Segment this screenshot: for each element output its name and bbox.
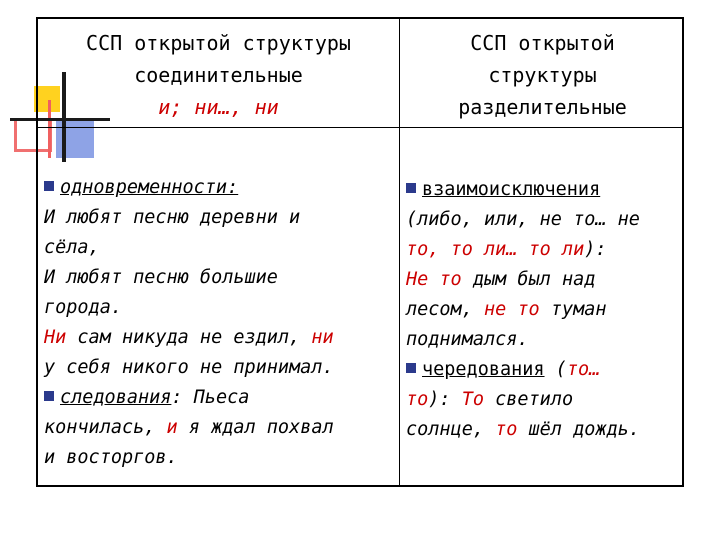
bullet-icon	[44, 181, 54, 191]
left-line-2: сёла,	[44, 237, 100, 258]
right-line-4	[406, 295, 686, 325]
conjunction-to-4: то	[495, 419, 518, 440]
right-line-7-b: ):	[428, 389, 462, 410]
right-line-3	[406, 265, 686, 295]
conjunction-to-1: то…	[566, 359, 601, 380]
conjunctions-to-toli: то, то ли… то ли	[406, 239, 585, 260]
conjunction-i: и	[166, 417, 178, 438]
header-left-line2: соединительные	[134, 63, 303, 87]
bullet-icon	[44, 391, 54, 401]
conjunction-ni-2: ни	[311, 327, 334, 348]
right-line-3-b: дым был над	[461, 269, 596, 290]
right-line-7-d: светило	[483, 389, 574, 410]
conjunction-to-3: То	[461, 389, 484, 410]
left-line-8-c: я ждал похвал	[177, 417, 334, 438]
left-bullet2-text: следования	[60, 387, 172, 408]
conjunction-ni-1: Ни	[44, 327, 67, 348]
bullet-icon	[406, 183, 416, 193]
right-column	[406, 175, 686, 445]
right-line-6-b: (	[544, 359, 567, 380]
header-left-conjunctions: и; ни…, ни	[158, 95, 279, 119]
left-line-8	[44, 413, 396, 443]
right-line-7	[406, 385, 686, 415]
header-left-line1: ССП открытой структуры	[86, 31, 351, 55]
header-divider	[38, 127, 682, 128]
left-line-4: города.	[44, 297, 122, 318]
comparison-table	[36, 17, 684, 487]
conjunction-to-2: то	[406, 389, 429, 410]
right-line-2-b: ):	[584, 239, 607, 260]
left-line-3: И любят песню большие	[44, 267, 278, 288]
right-line-2	[406, 235, 686, 265]
bullet-icon	[406, 363, 416, 373]
left-line-1: И любят песню деревни и	[44, 207, 301, 228]
left-line-5-text: сам никуда не ездил,	[66, 327, 312, 348]
header-right-line1: ССП открытой	[470, 31, 615, 55]
left-line-5	[44, 323, 396, 353]
column-divider	[399, 19, 400, 485]
right-bullet2-text: чередования	[422, 359, 545, 380]
left-line-8-a: кончилась,	[44, 417, 167, 438]
left-bullet-sequence	[44, 383, 396, 413]
header-right-line2: структуры	[488, 63, 597, 87]
header-right	[401, 27, 684, 123]
right-line-8	[406, 415, 686, 445]
right-bullet1-text: взаимоисключения	[422, 179, 601, 200]
right-line-4-a: лесом,	[406, 299, 484, 320]
conjunction-ne-to-2: не то	[483, 299, 540, 320]
header-right-line3: разделительные	[458, 95, 627, 119]
right-line-1: (либо, или, не то… не	[406, 209, 640, 230]
header-left	[38, 27, 399, 123]
left-bullet1-text: одновременности:	[60, 177, 239, 198]
left-bullet-simultaneity	[44, 173, 396, 203]
right-line-5: поднимался.	[406, 329, 529, 350]
left-line-6: у себя никого не принимал.	[44, 357, 334, 378]
right-line-8-a: солнце,	[406, 419, 496, 440]
right-line-4-c: туман	[539, 299, 607, 320]
left-line-9: и восторгов.	[44, 447, 178, 468]
right-line-8-c: шёл дождь.	[517, 419, 640, 440]
conjunction-ne-to-1: Не то	[406, 269, 462, 290]
left-column	[44, 173, 396, 473]
right-bullet-mutual-exclusion	[406, 175, 686, 205]
right-bullet-alternation	[406, 355, 686, 385]
left-line-7-text: : Пьеса	[171, 387, 250, 408]
